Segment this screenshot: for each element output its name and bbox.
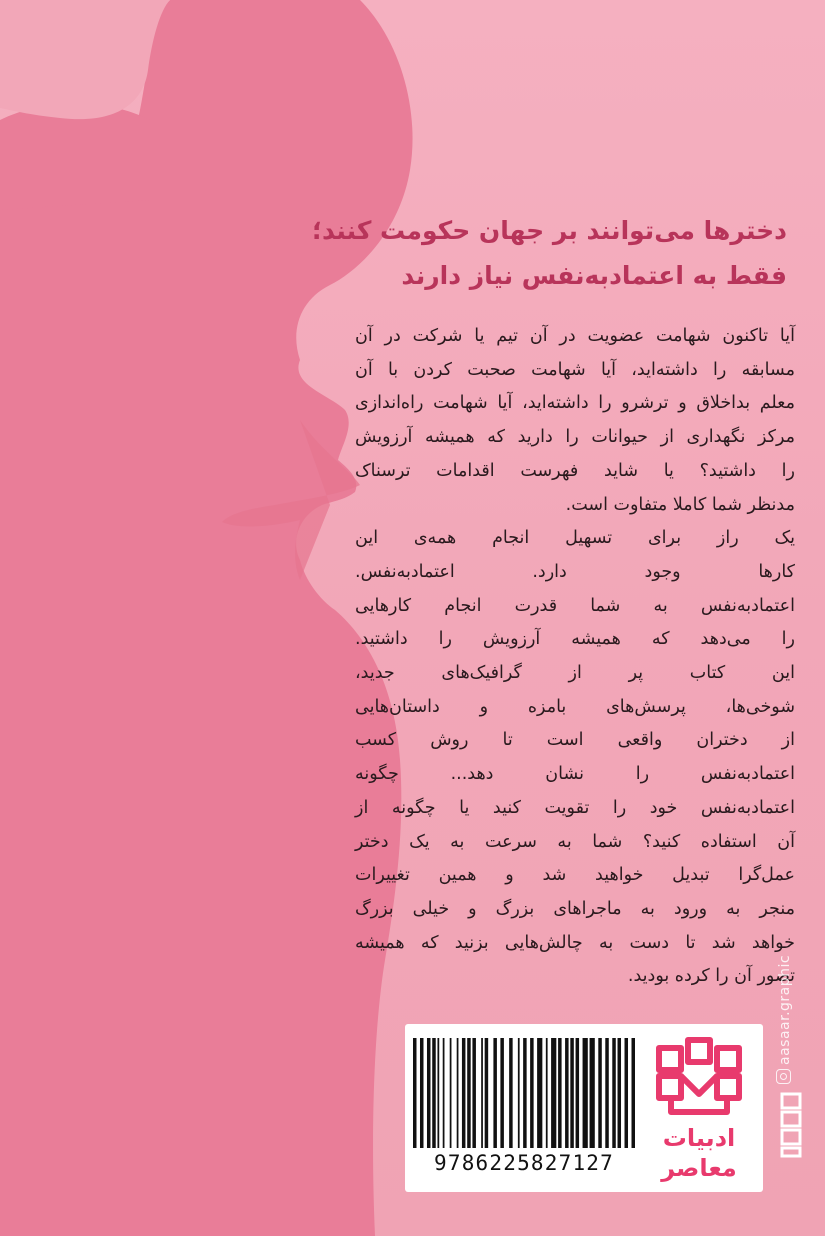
barcode-bar	[551, 1038, 556, 1148]
barcode-bar	[523, 1038, 527, 1148]
blurb-line: خواهد شد تا دست به چالش‌هایی بزنید که همیشه	[355, 932, 795, 953]
barcode-bar	[457, 1038, 459, 1148]
headline-line-2: فقط به اعتمادبه‌نفس نیاز دارند	[401, 261, 787, 290]
blurb-line: کارها وجود دارد. اعتمادبه‌نفس.	[355, 561, 795, 582]
barcode-bar	[570, 1038, 574, 1148]
blurb-line: شوخی‌ها، پرسش‌های بامزه و داستان‌هایی	[355, 696, 795, 717]
barcode-bar	[509, 1038, 513, 1148]
barcode-bar	[518, 1038, 520, 1148]
barcode-bar	[565, 1038, 569, 1148]
barcode-bar	[427, 1038, 431, 1148]
barcode-bar	[432, 1038, 436, 1148]
headline	[27, 208, 787, 298]
blurb-text	[355, 320, 795, 994]
blurb-line: اعتمادبه‌نفس خود را تقویت کنید یا چگونه از	[355, 797, 795, 818]
barcode-bar	[443, 1038, 445, 1148]
blurb-line: منجر به ورود به ماجراهای بزرگ و خیلی بزرگ	[355, 898, 795, 919]
barcode-bar	[576, 1038, 580, 1148]
blurb-line: آن استفاده کنید؟ شما به سرعت به یک دختر	[355, 831, 795, 852]
barcode-bar	[450, 1038, 452, 1148]
barcode-bar	[462, 1038, 466, 1148]
barcode-bar	[420, 1038, 424, 1148]
instagram-icon	[776, 1069, 791, 1084]
barcode-panel	[405, 1024, 763, 1192]
barcode-bar	[537, 1038, 542, 1148]
barcode-bar	[467, 1038, 471, 1148]
blurb-line: اعتمادبه‌نفس را نشان دهد... چگونه	[355, 764, 795, 785]
barcode	[413, 1038, 635, 1148]
barcode-bar	[472, 1038, 476, 1148]
blurb-line: مدنظر شما کاملا متفاوت است.	[565, 494, 795, 515]
blurb-line: آیا تاکنون شهامت عضویت در آن تیم یا شرکت در آن	[355, 326, 795, 346]
blurb-line: را می‌دهد که همیشه آرزویش را داشتید.	[355, 629, 795, 650]
barcode-bar	[605, 1038, 609, 1148]
blurb-line: تصور آن را کرده بودید.	[627, 966, 795, 987]
blurb-line: اعتمادبه‌نفس به شما قدرت انجام کارهایی	[355, 595, 795, 616]
headline-line-1: دخترها می‌توانند بر جهان حکومت کنند؛	[311, 216, 787, 245]
publisher-logo-text-1: ادبیات	[662, 1124, 736, 1152]
publisher-logo	[641, 1034, 757, 1186]
blurb-line: مرکز نگهداری از حیوانات را دارید که همیشه آرزویش	[355, 427, 795, 448]
barcode-bar	[481, 1038, 483, 1148]
barcode-bar	[413, 1038, 417, 1148]
spine-logo	[778, 1090, 804, 1160]
watermark-text: aasaar.graphic	[777, 954, 793, 1065]
blurb-line: را داشتید؟ یا شاید فهرست اقدامات ترسناک	[355, 460, 795, 481]
blurb-line: این کتاب پر از گرافیک‌های جدید،	[355, 663, 795, 684]
barcode-bar	[612, 1038, 616, 1148]
barcode-bar	[632, 1038, 636, 1148]
barcode-bar	[500, 1038, 504, 1148]
watermark	[776, 955, 794, 1084]
blurb-line: معلم بداخلاق و ترشرو را داشته‌اید، آیا شهامت راه‌اندازی	[355, 393, 795, 414]
blurb-line: مسابقه را داشته‌اید، آیا شهامت صحبت کردن با آن	[355, 359, 795, 380]
barcode-bar	[485, 1038, 489, 1148]
isbn-number: 9786225827127	[434, 1151, 614, 1175]
barcode-bar	[558, 1038, 562, 1148]
publisher-logo-text-2: معاصر	[661, 1154, 737, 1182]
barcode-bar	[437, 1038, 439, 1148]
barcode-bar	[598, 1038, 602, 1148]
blurb-line: از دختران واقعی است تا روش کسب	[355, 730, 795, 751]
blurb-line: یک راز برای تسهیل انجام همه‌ی این	[355, 528, 795, 549]
barcode-bar	[546, 1038, 548, 1148]
barcode-bar	[493, 1038, 497, 1148]
barcode-bar	[625, 1038, 629, 1148]
barcode-bar	[583, 1038, 588, 1148]
blurb-line: عمل‌گرا تبدیل خواهید شد و همین تغییرات	[355, 865, 795, 886]
barcode-bar	[618, 1038, 622, 1148]
barcode-bar	[530, 1038, 534, 1148]
barcode-bar	[590, 1038, 595, 1148]
